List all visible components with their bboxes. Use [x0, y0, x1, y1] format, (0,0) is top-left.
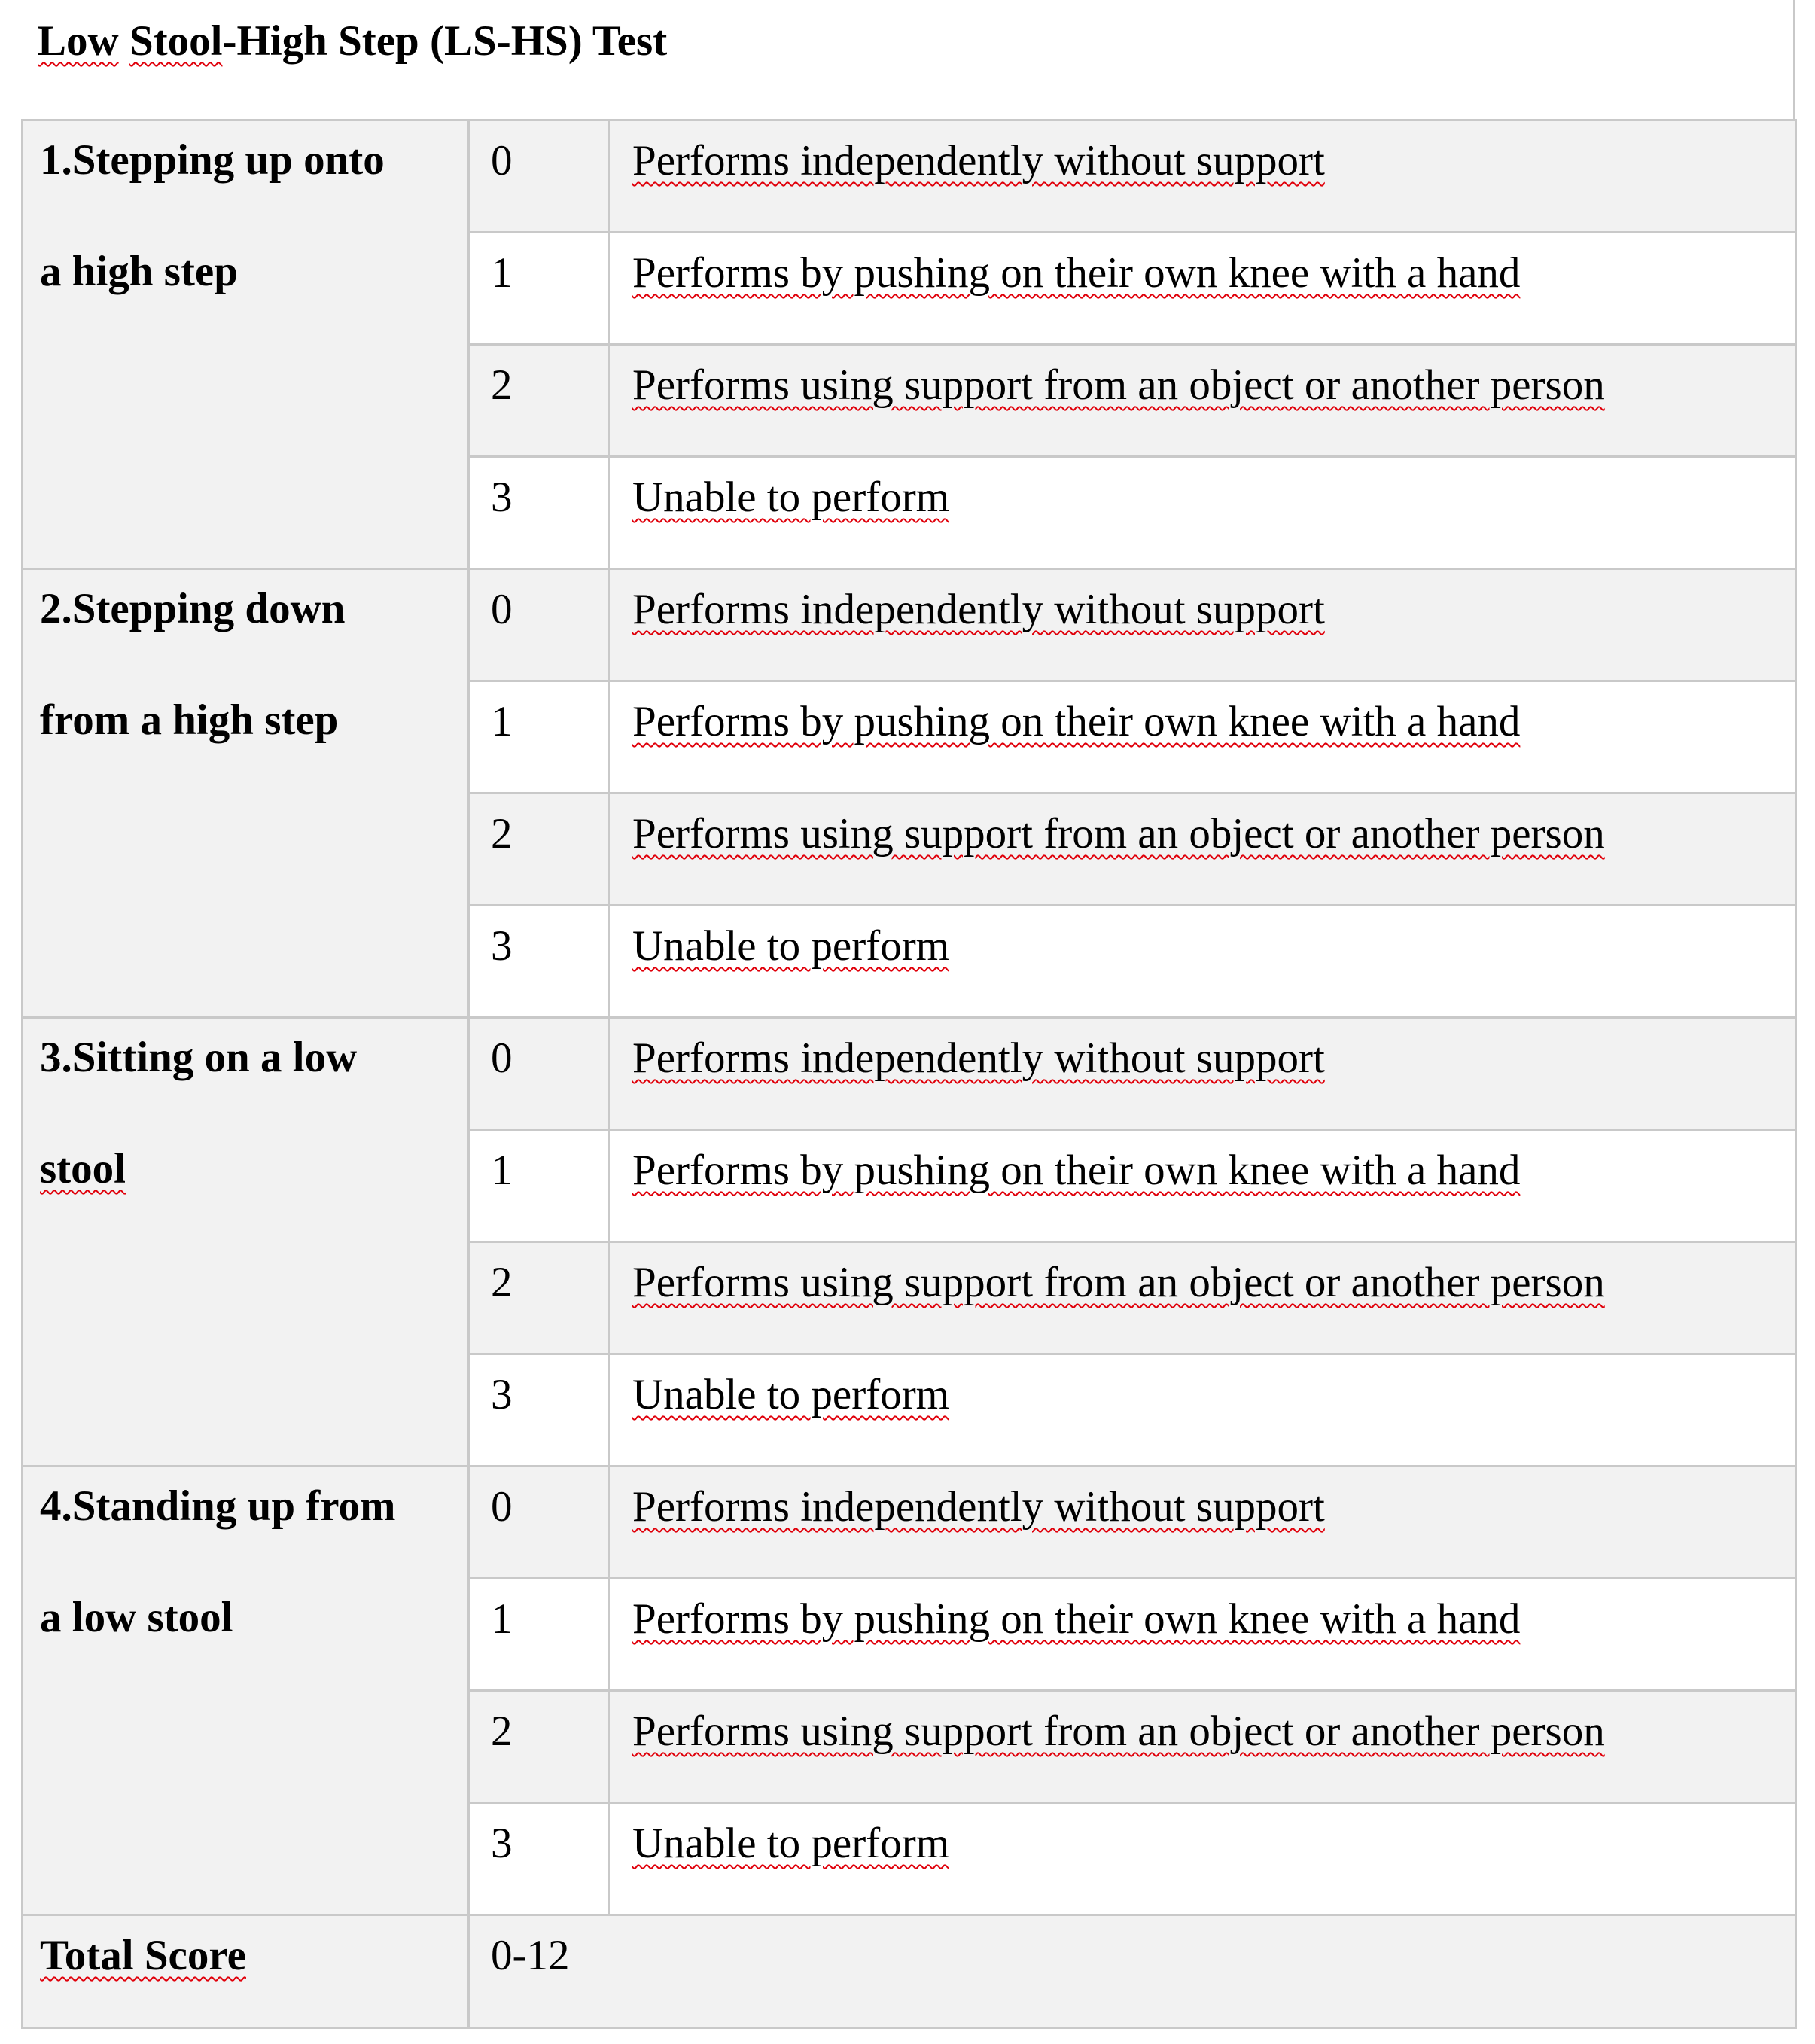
score-cell: 3: [469, 457, 609, 569]
ls-hs-scoring-table: [21, 119, 1797, 2029]
description-text: Unable to perform: [632, 922, 950, 970]
title-word-low: Low: [38, 17, 119, 65]
score-cell: 3: [469, 906, 609, 1018]
description-text: Unable to perform: [632, 1371, 950, 1418]
score-cell: 2: [469, 1242, 609, 1354]
description-text: Performs using support from an object or another person: [632, 1707, 1605, 1755]
item-label-line2: from a high step: [40, 696, 339, 744]
title-rest: -High Step (LS-HS) Test: [222, 17, 668, 65]
description-text: Unable to perform: [632, 474, 950, 521]
description-cell: [609, 1579, 1796, 1691]
description-text: Performs independently without support: [632, 1034, 1325, 1082]
document-title: [38, 17, 667, 66]
description-text: Performs by pushing on their own knee with a hand: [632, 698, 1521, 745]
item-label-line2: a high step: [40, 248, 238, 295]
score-cell: 2: [469, 1691, 609, 1803]
description-cell: [609, 1130, 1796, 1242]
score-cell: 1: [469, 1130, 609, 1242]
item-label-line1: 2.Stepping down: [40, 585, 346, 632]
description-text: Performs by pushing on their own knee with a hand: [632, 249, 1521, 297]
score-cell: 0: [469, 120, 609, 233]
item-label-line1: 3.Sitting on a low: [40, 1034, 358, 1081]
item-label-line2: stool: [40, 1145, 126, 1193]
description-text: Performs independently without support: [632, 137, 1325, 184]
title-space: [119, 17, 129, 65]
total-score-label: [23, 1915, 469, 2028]
score-cell: 2: [469, 345, 609, 457]
item-label-line1: 4.Standing up from: [40, 1482, 396, 1530]
score-cell: 0: [469, 569, 609, 681]
description-cell: [609, 794, 1796, 906]
description-cell: [609, 120, 1796, 233]
description-cell: [609, 906, 1796, 1018]
item-label-line1: 1.Stepping up onto: [40, 136, 385, 184]
description-cell: [609, 1354, 1796, 1467]
total-row: [23, 1915, 1796, 2028]
item-4-label: [23, 1467, 469, 1915]
table-row: [23, 1018, 1796, 1130]
title-word-stool: Stool: [129, 17, 223, 65]
description-text: Performs independently without support: [632, 1483, 1325, 1531]
description-cell: [609, 1242, 1796, 1354]
description-text: Unable to perform: [632, 1820, 950, 1867]
score-cell: 3: [469, 1803, 609, 1915]
table-row: [23, 120, 1796, 233]
table-row: [23, 569, 1796, 681]
item-label-line2: a low stool: [40, 1594, 233, 1641]
total-score-label-text: Total Score: [40, 1932, 246, 1979]
description-cell: [609, 1018, 1796, 1130]
score-cell: 3: [469, 1354, 609, 1467]
description-cell: [609, 457, 1796, 569]
score-cell: 1: [469, 233, 609, 345]
description-text: Performs using support from an object or another person: [632, 1259, 1605, 1306]
item-1-label: [23, 120, 469, 569]
item-3-label: [23, 1018, 469, 1467]
description-cell: [609, 233, 1796, 345]
score-cell: 2: [469, 794, 609, 906]
score-cell: 0: [469, 1018, 609, 1130]
description-text: Performs by pushing on their own knee with a hand: [632, 1147, 1521, 1194]
description-cell: [609, 1803, 1796, 1915]
description-cell: [609, 1691, 1796, 1803]
description-cell: [609, 569, 1796, 681]
score-cell: 1: [469, 1579, 609, 1691]
description-cell: [609, 681, 1796, 794]
description-text: Performs independently without support: [632, 586, 1325, 633]
score-cell: 1: [469, 681, 609, 794]
table-row: [23, 1467, 1796, 1579]
description-cell: [609, 345, 1796, 457]
description-text: Performs by pushing on their own knee with a hand: [632, 1595, 1521, 1643]
description-cell: [609, 1467, 1796, 1579]
item-2-label: [23, 569, 469, 1018]
score-cell: 0: [469, 1467, 609, 1579]
description-text: Performs using support from an object or another person: [632, 361, 1605, 409]
description-text: Performs using support from an object or another person: [632, 810, 1605, 858]
total-score-value: 0-12: [469, 1915, 1796, 2028]
page-frame-edge: [1793, 0, 1795, 120]
